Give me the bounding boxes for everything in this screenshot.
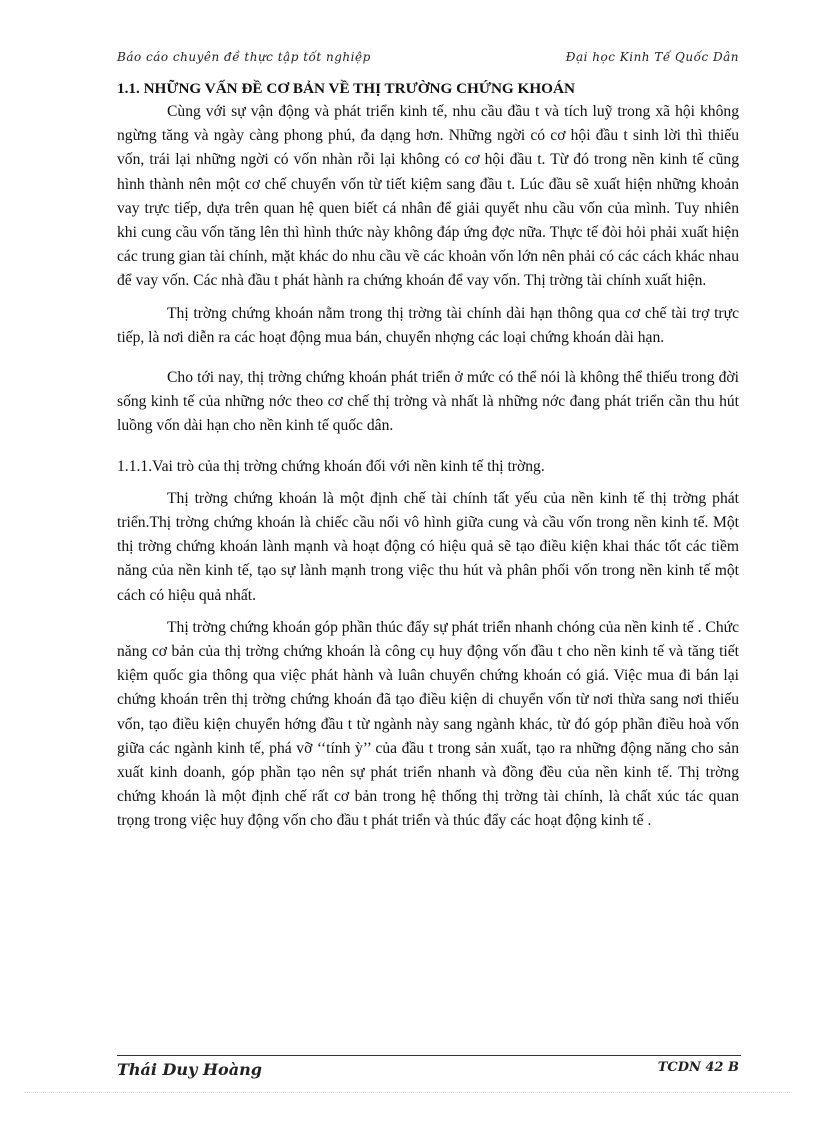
running-header [117,46,739,70]
page-edge-dots [24,1092,792,1093]
body-paragraph: Thị trờng chứng khoán nằm trong thị trờng tài chính dài hạn thông qua cơ chế tài trợ trực tiếp, là nơi diễn ra các hoạt động mua bán, chuyển nhợng các loại chứng khoán dài hạn. [117,304,739,346]
body-paragraph: Thị trờng chứng khoán là một định chế tài chính tất yếu của nền kinh tế thị trờng phát triển.Thị trờng chứng khoán là chiếc cầu nối vô hình giữa cung và cầu vốn trong nền kinh tế. Một thị trờng chứng khoán lành mạnh và hoạt động có hiệu quả sẽ tạo điều kiện khai thác tốt các tiềm năng của nền kinh tế, tạo sự lành mạnh trong việc thu hút và phân phối vốn trong nền kinh tế một cách có hiệu quả nhất. [117,489,739,604]
header-university: Đại học Kinh Tế Quốc Dân [565,50,739,64]
footer-author: Thái Duy Hoàng [117,1060,262,1079]
header-report-title: Báo cáo chuyên đề thực tập tốt nghiệp [117,50,371,64]
body-paragraph: Thị trờng chứng khoán góp phần thúc đẩy sự phát triển nhanh chóng của nền kinh tế . Chức năng cơ bản của thị trờng chứng khoán là công cụ huy động vốn đầu t cho nền kinh tế và tăng tiết kiệm quốc gia thông qua việc phát hành và luân chuyển chứng khoán có giá. Việc mua đi bán lại chứng khoán trên thị trờng chứng khoán đã tạo điều kiện di chuyển vốn từ nơi thừa sang nơi thiếu vốn, tạo điều kiện chuyển hớng đầu t từ ngành này sang ngành khác, từ đó góp phần điều hoà vốn giữa các ngành kinh tế, phá vỡ ‘‘tính ỳ’’ của đầu t trong sản xuất, tạo ra những động năng cho sản xuất kinh doanh, góp phần tạo nên sự phát triển nhanh và đồng đều của nền kinh tế. Thị trờng chứng khoán là một định chế rất cơ bản trong hệ thống thị trờng tài chính, là chất xúc tác quan trọng trong việc huy động vốn cho đầu t phát triển và thúc đẩy các hoạt động kinh tế . [117,618,739,830]
subsection-title: 1.1.1.Vai trò của thị trờng chứng khoán đối với nền kinh tế thị trờng. [117,457,545,475]
document-body [117,78,739,834]
body-paragraph: Cùng với sự vận động và phát triển kinh tế, nhu cầu đầu t và tích luỹ trong xã hội không ngừng tăng và ngày càng phong phú, đa dạng hơn. Những ngời có cơ hội đầu t sinh lời thì thiếu vốn, trái lại những ngời có vốn nhàn rỗi lại không có cơ hội đầu t. Từ đó trong nền kinh tế cũng hình thành nên một cơ chế chuyển vốn từ tiết kiệm sang đầu t. Lúc đầu sẽ xuất hiện những khoản vay trực tiếp, dựa trên quan hệ quen biết cá nhân để giải quyết nhu cầu vốn của mình. Tuy nhiên khi cung cầu vốn tăng lên thì hình thức này không đáp ứng đợc nữa. Thực tế đòi hỏi phải xuất hiện các trung gian tài chính, mặt khác do nhu cầu về các khoản vốn lớn nên phải có các cách khác nhau để vay vốn. Các nhà đầu t phát hành ra chứng khoán để vay vốn. Thị trờng tài chính xuất hiện. [117,103,739,290]
running-footer [117,1060,739,1080]
section-title: 1.1. NHỮNG VẤN ĐỀ CƠ BẢN VỀ THỊ TRƯỜNG CHỨNG KHOÁN [117,80,575,97]
footer-class-code: TCDN 42 B [657,1060,739,1075]
footer-divider [117,1055,741,1056]
body-paragraph: Cho tới nay, thị trờng chứng khoán phát triển ở mức có thể nói là không thể thiếu trong đời sống kinh tế của những nớc theo cơ chế thị trờng và nhất là những nớc đang phát triển cần thu hút luồng vốn dài hạn cho nền kinh tế quốc dân. [117,369,739,435]
